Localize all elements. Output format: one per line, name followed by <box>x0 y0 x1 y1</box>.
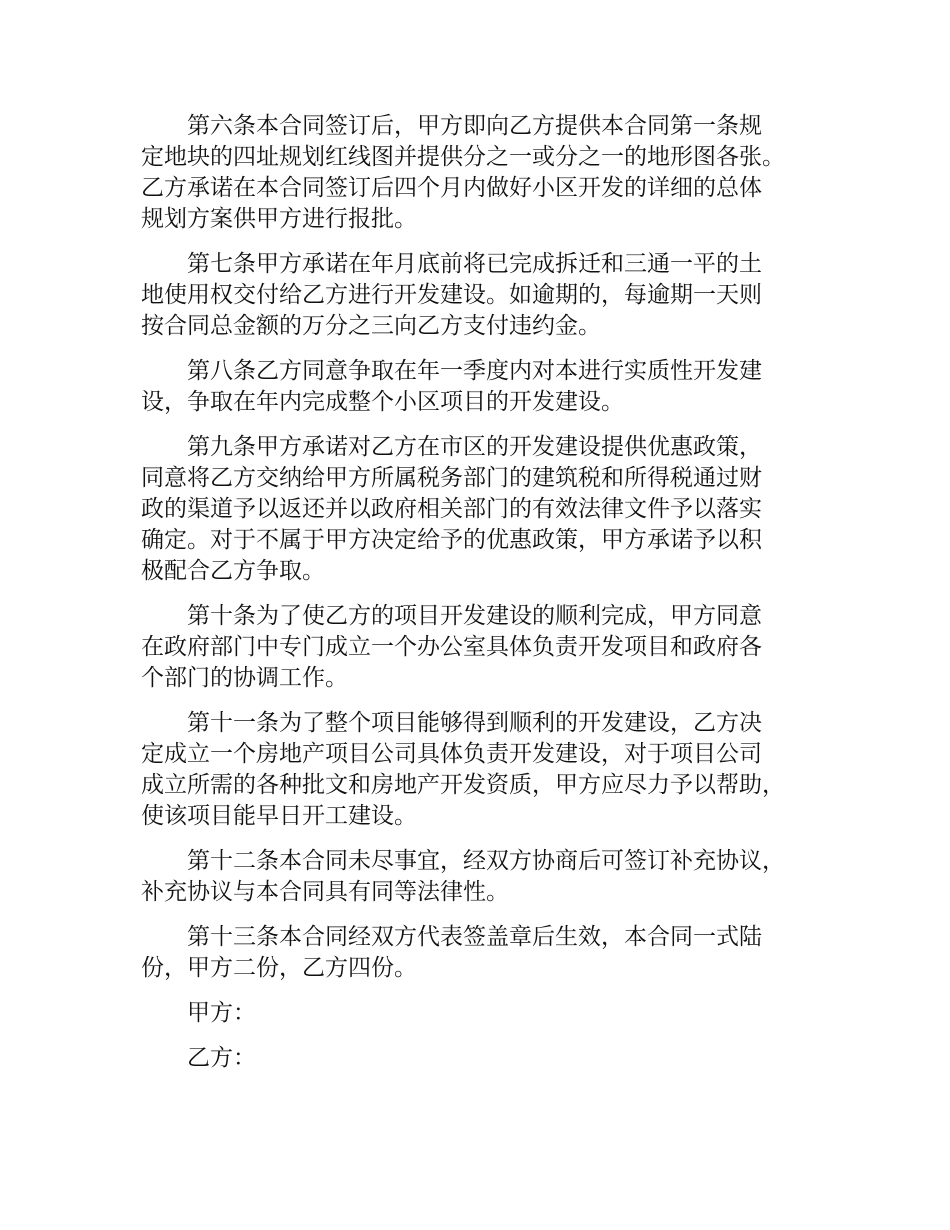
document-page <box>141 111 821 1088</box>
article-8-line-1: 第八条乙方同意争取在年一季度内对本进行实质性开发建 <box>187 358 762 384</box>
article-10-line-2: 在政府部门中专门成立一个办公室具体负责开发项目和政府各 <box>141 634 762 660</box>
article-12 <box>141 846 821 908</box>
article-6-line-2: 定地块的四址规划红线图并提供分之一或分之一的地形图各张。 <box>141 144 785 170</box>
article-6 <box>141 111 821 235</box>
article-6-line-3: 乙方承诺在本合同签订后四个月内做好小区开发的详细的总体 <box>141 175 762 201</box>
article-11-line-1: 第十一条为了整个项目能够得到顺利的开发建设，乙方决 <box>187 710 762 736</box>
article-7-line-2: 地使用权交付给乙方进行开发建设。如逾期的，每逾期一天则 <box>141 282 762 308</box>
article-12-line-2: 补充协议与本合同具有同等法律性。 <box>141 879 509 905</box>
article-8 <box>141 356 821 418</box>
article-11-line-4: 使该项目能早日开工建设。 <box>141 803 417 829</box>
article-8-line-2: 设，争取在年内完成整个小区项目的开发建设。 <box>141 389 624 415</box>
article-9-line-3: 政的渠道予以返还并以政府相关部门的有效法律文件予以落实 <box>141 496 762 522</box>
article-6-line-4: 规划方案供甲方进行报批。 <box>141 206 417 232</box>
party-b-signature: 乙方： <box>187 1045 256 1071</box>
article-7-line-3: 按合同总金额的万分之三向乙方支付违约金。 <box>141 313 601 339</box>
article-9 <box>141 432 821 587</box>
article-12-line-1: 第十二条本合同未尽事宜，经双方协商后可签订补充协议， <box>187 848 785 874</box>
party-a-signature: 甲方： <box>187 1000 256 1026</box>
article-11-line-2: 定成立一个房地产项目公司具体负责开发建设，对于项目公司 <box>141 741 762 767</box>
article-13-line-2: 份，甲方二份，乙方四份。 <box>141 955 417 981</box>
article-9-line-4: 确定。对于不属于甲方决定给予的优惠政策，甲方承诺予以积 <box>141 527 762 553</box>
article-13-line-1: 第十三条本合同经双方代表签盖章后生效，本合同一式陆 <box>187 924 762 950</box>
article-9-line-5: 极配合乙方争取。 <box>141 558 325 584</box>
article-13 <box>141 922 821 984</box>
article-11 <box>141 708 821 832</box>
article-9-line-2: 同意将乙方交纳给甲方所属税务部门的建筑税和所得税通过财 <box>141 465 762 491</box>
article-9-line-1: 第九条甲方承诺对乙方在市区的开发建设提供优惠政策， <box>187 434 762 460</box>
article-11-line-3: 成立所需的各种批文和房地产开发资质，甲方应尽力予以帮助， <box>141 772 785 798</box>
article-6-line-1: 第六条本合同签订后，甲方即向乙方提供本合同第一条规 <box>187 113 762 139</box>
article-10-line-3: 个部门的协调工作。 <box>141 665 348 691</box>
article-10-line-1: 第十条为了使乙方的项目开发建设的顺利完成，甲方同意 <box>187 603 762 629</box>
article-7-line-1: 第七条甲方承诺在年月底前将已完成拆迁和三通一平的土 <box>187 251 762 277</box>
article-10 <box>141 601 821 694</box>
article-7 <box>141 249 821 342</box>
